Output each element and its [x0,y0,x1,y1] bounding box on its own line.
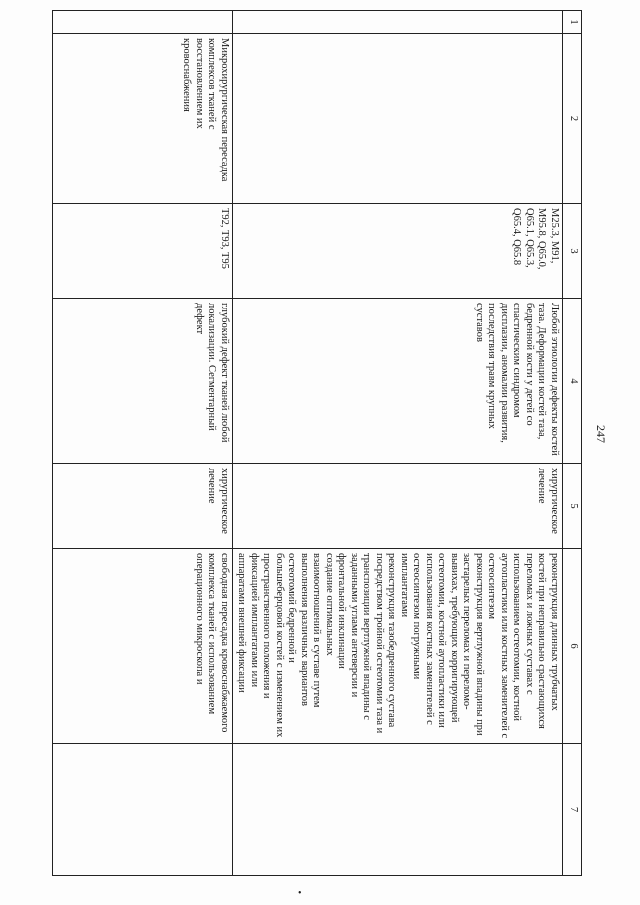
cell-diagnosis: глубокий дефект тканей любой локализации. Сегментарный дефект [53,299,233,464]
page-number: 247 [594,425,608,443]
table-row [233,11,563,876]
header-cell-5: 5 [563,464,582,549]
cell-methods [233,549,563,744]
bullet-mark: • [298,888,302,899]
cell-extra [53,744,233,876]
cell-treatment-type: хирургическое лечение [233,464,563,549]
header-cell-7: 7 [563,744,582,876]
cell-codes: M25.3, M91, M95.8, Q65.0, Q65.1, Q65.3, Q65.4, Q65.8 [233,204,563,299]
cell-procedure [233,34,563,204]
diagnosis-text-b: дисплазии, аномалии развития, последствия травм крупных суставов [474,303,510,443]
method-3: реконструкция тазобедренного сустава посредством тройной остеотомии таза и транспозиции вертлужной впадины с заданными углами антеверсии и фронтальной инклинации [336,553,398,734]
cell-treatment-type: хирургическое лечение [53,464,233,549]
cell-number [233,11,563,34]
method-4: создание оптимальных взаимоотношений в суставе путем выполнения различных вариантов остеотомий бедренной и большеберцовой костей с изменением их пространственного положения и фиксацией имплантатами или аппаратами внешней фиксации [236,553,335,738]
cell-codes: T92, T93, T95 [53,204,233,299]
header-cell-4: 4 [563,299,582,464]
cell-extra [233,744,563,876]
header-cell-6: 6 [563,549,582,744]
cell-procedure: Микрохирургическая пересадка комплексов тканей с восстановлением их кровоснабжения [53,34,233,204]
header-cell-3: 3 [563,204,582,299]
cell-diagnosis [233,299,563,464]
cell-number [53,11,233,34]
method-2: реконструкция вертлужной впадины при застарелых переломах и переломо-вывихах, требующих корригирующей остеотомии, костной аутопластики или использования костных заменителей с остеосинтезом погружными имплантатами [399,553,485,736]
cell-methods: свободная пересадка кровоснабжаемого комплекса тканей с использованием операционного микроскопа и [53,549,233,744]
header-cell-1: 1 [563,11,582,34]
table-row [53,11,233,876]
method-1: реконструкция длинных трубчатых костей при неправильно срастающихся переломах и ложных суставах с использованием остеотомии, костной аутопластики или костных заменителей с остеосинтезом [486,553,560,739]
procedures-table [52,10,582,876]
diagnosis-text-a: Любой этиологии дефекты костей таза. Деформации костей таза, бедренной кости у детей со спастическим синдромом [511,303,560,456]
header-row [563,11,582,876]
header-cell-2: 2 [563,34,582,204]
